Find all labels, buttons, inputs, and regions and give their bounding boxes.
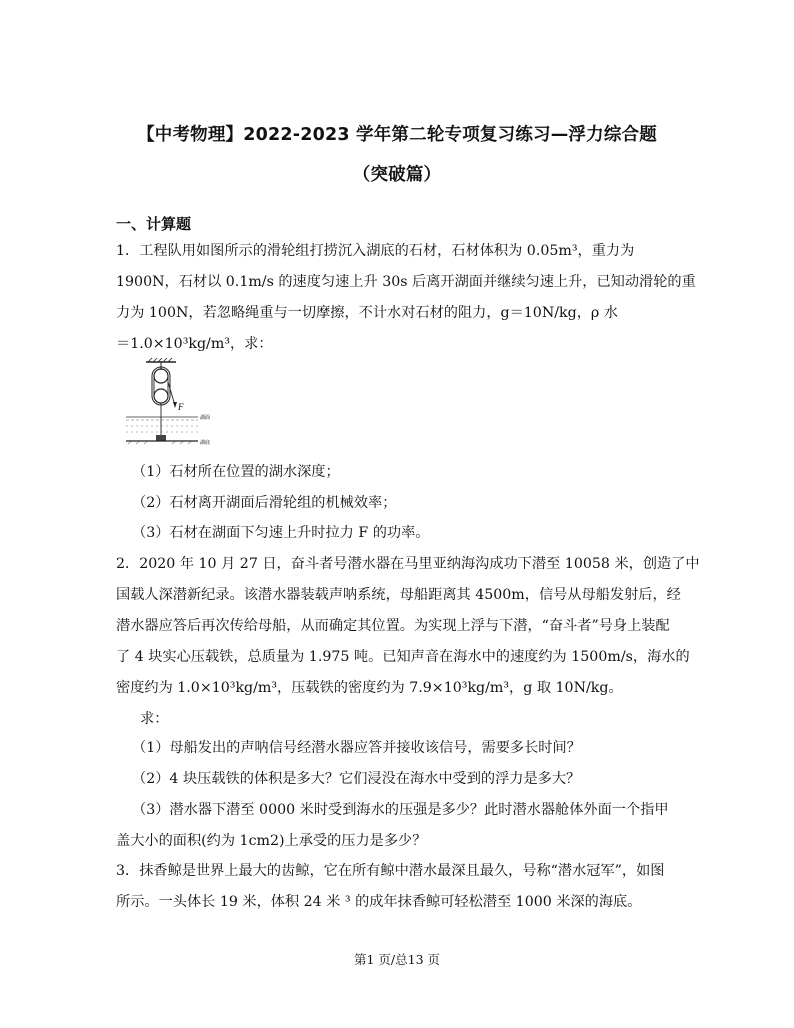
q2-sub-3a: （3）潜水器下潜至 0000 米时受到海水的压强是多少？此时潜水器舱体外面一个指甲: [132, 802, 669, 818]
q1-text-line-1: 1．工程队用如图所示的滑轮组打捞沉入湖底的石材，石材体积为 0.05m³，重力为: [116, 243, 635, 259]
q1-text-line-4: ＝1.0×10³kg/m³，求：: [116, 336, 273, 352]
q2-sub-1: （1）母船发出的声呐信号经潜水器应答并接收该信号，需要多长时间？: [132, 740, 581, 756]
pulley-diagram: [116, 358, 216, 448]
q2-ask: 求：: [140, 711, 169, 727]
q3-text-line-1: 3．抹香鲸是世界上最大的齿鲸，它在所有鲸中潜水最深且最久，号称“潜水冠军”，如图: [116, 863, 665, 879]
q1-sub-1: （1）石材所在位置的湖水深度；: [132, 464, 340, 480]
q1-text-line-2: 1900N，石材以 0.1m/s 的速度匀速上升 30s 后离开湖面并继续匀速上升，已知动滑轮的重: [116, 274, 696, 290]
page-footer: 第1 页/总13 页: [353, 952, 441, 967]
q1-text-line-3: 力为 100N，若忽略绳重与一切摩擦，不计水对石材的阻力，g＝10N/kg，ρ 水: [116, 305, 618, 321]
document-subtitle: （突破篇）: [352, 165, 442, 185]
bottom-label: 湖底: [200, 440, 211, 446]
q2-text-line-2: 国载人深潜新纪录。该潜水器装载声呐系统，母船距离其 4500m，信号从母船发射后，经: [116, 587, 681, 603]
q2-text-line-3: 潜水器应答后再次传给母船，从而确定其位置。为实现上浮与下潜，“奋斗者”号身上装配: [116, 618, 670, 634]
q2-text-line-4: 了 4 块实心压载铁，总质量为 1.975 吨。已知声音在海水中的速度约为 1500m/s，海水的: [116, 649, 690, 665]
q1-sub-2: （2）石材离开湖面后滑轮组的机械效率；: [132, 495, 397, 511]
q2-sub-3b: 盖大小的面积(约为 1cm2)上承受的压力是多少？: [116, 833, 427, 849]
q2-sub-2: （2）4 块压载铁的体积是多大？它们浸没在海水中受到的浮力是多大？: [132, 771, 581, 787]
surface-label: 湖面: [200, 415, 211, 421]
section-heading: 一、计算题: [116, 215, 192, 233]
document-title: 【中考物理】2022-2023 学年第二轮专项复习练习—浮力综合题: [137, 125, 657, 145]
force-label: F: [178, 402, 184, 412]
q2-text-line-5: 密度约为 1.0×10³kg/m³，压载铁的密度约为 7.9×10³kg/m³，g 取 10N/kg。: [116, 680, 623, 696]
q2-text-line-1: 2．2020 年 10 月 27 日，奋斗者号潜水器在马里亚纳海沟成功下潜至 10058 米，创造了中: [116, 556, 700, 572]
q3-text-line-2: 所示。一头体长 19 米，体积 24 米 ³ 的成年抹香鲸可轻松潜至 1000 米深的海底。: [116, 894, 642, 910]
q1-sub-3: （3）石材在湖面下匀速上升时拉力 F 的功率。: [132, 525, 430, 541]
